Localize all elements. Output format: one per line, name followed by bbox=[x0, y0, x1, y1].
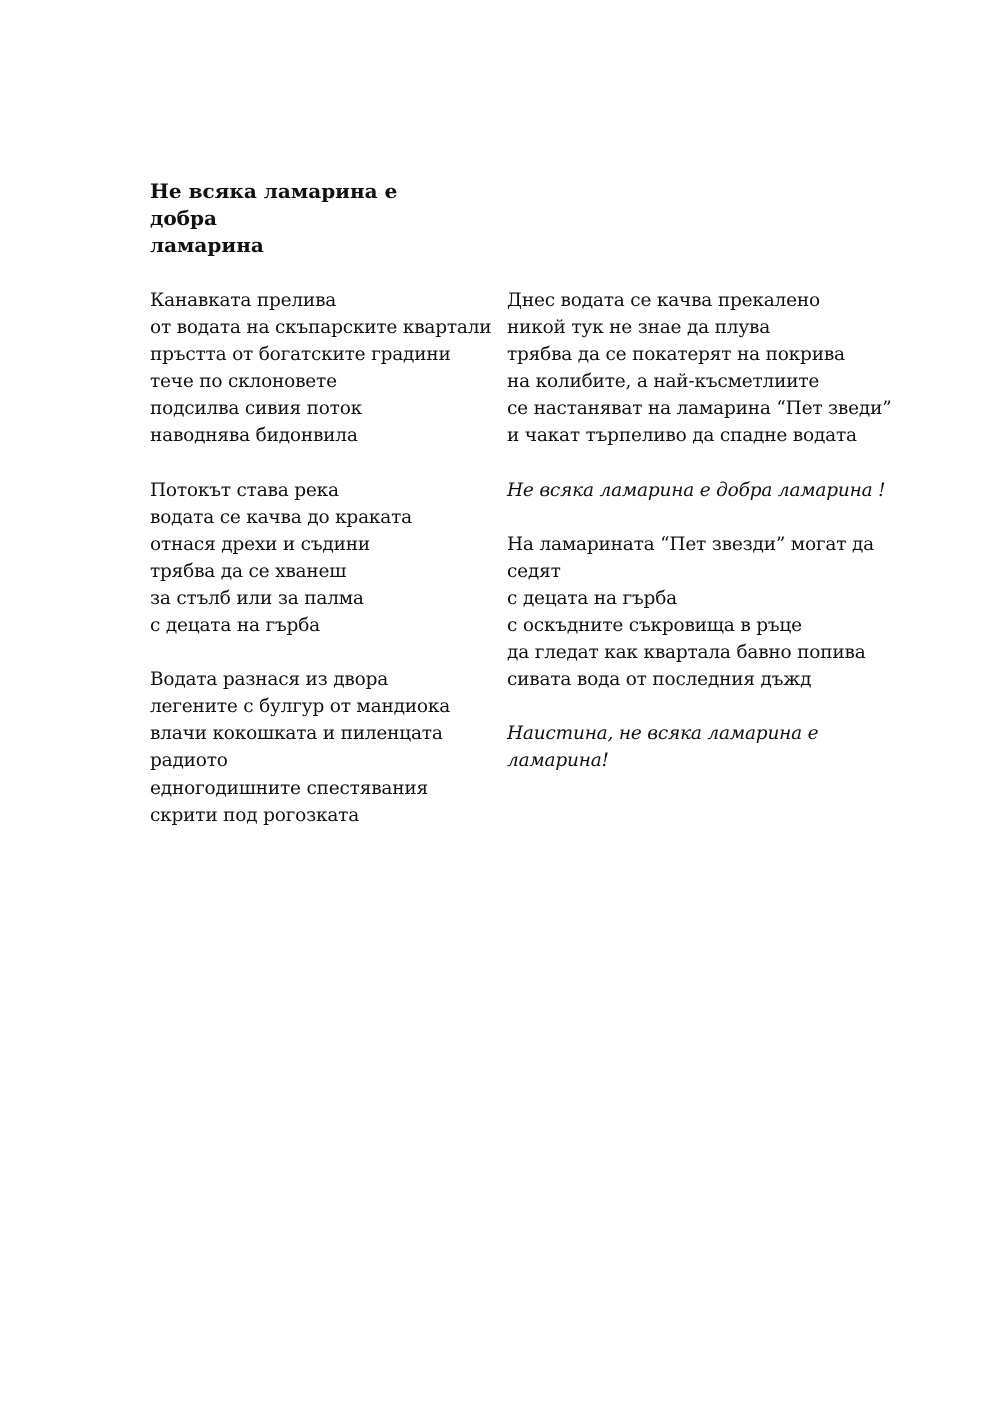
poem-line: да гледат как квартала бавно попива bbox=[507, 642, 866, 664]
right-column bbox=[507, 287, 892, 801]
poem-line: радиото bbox=[150, 750, 228, 772]
poem-line: се настаняват на ламарина “Пет зведи” bbox=[507, 398, 892, 420]
poem-line: с децата на гърба bbox=[150, 615, 320, 637]
poem-line: водата се качва до краката bbox=[150, 506, 412, 528]
poem-line: Не всяка ламарина е добра ламарина ! bbox=[507, 479, 886, 501]
poem-line: На ламарината “Пет звезди” могат да bbox=[507, 533, 874, 555]
poem-line: едногодишните спестявания bbox=[150, 777, 428, 799]
stanza bbox=[150, 477, 495, 640]
poem-line: влачи кокошката и пиленцата bbox=[150, 723, 443, 745]
poem-line: Потокът става река bbox=[150, 479, 339, 501]
poem-line: Наистина, не всяка ламарина е bbox=[507, 723, 819, 745]
poem-line: седят bbox=[507, 560, 561, 582]
poem-line: Днес водата се качва прекалено bbox=[507, 290, 820, 311]
poem-line: скрити под рогозката bbox=[150, 804, 360, 826]
poem-title bbox=[150, 178, 470, 259]
stanza bbox=[507, 531, 877, 694]
poem-line: ламарина! bbox=[507, 750, 609, 772]
poem-line: с оскъдните съкровища в ръце bbox=[507, 614, 802, 636]
poem-title-line: ламарина bbox=[150, 233, 264, 257]
poem-line: легените с булгур от мандиока bbox=[150, 696, 451, 718]
poem-line: от водата на скъпарските квартали bbox=[150, 317, 492, 339]
poem-line: Водата разнася из двора bbox=[150, 669, 389, 691]
poem-line: с децата на гърба bbox=[507, 587, 677, 609]
poem-line: наводнява бидонвила bbox=[150, 425, 358, 447]
poem-line: отнася дрехи и съдини bbox=[150, 533, 370, 555]
poem-line: Канавката прелива bbox=[150, 290, 337, 311]
stanza bbox=[507, 477, 886, 504]
stanza bbox=[150, 287, 495, 450]
left-column bbox=[150, 287, 495, 856]
poem-line: на колибите, а най-късметлиите bbox=[507, 371, 820, 393]
stanza bbox=[507, 287, 892, 450]
poem-line: трябва да се покатерят на покрива bbox=[507, 344, 845, 366]
stanza bbox=[150, 666, 495, 829]
poem-line: и чакат търпеливо да спадне водата bbox=[507, 425, 857, 447]
poem-line: тече по склоновете bbox=[150, 371, 337, 393]
poem-line: сивата вода от последния дъжд bbox=[507, 669, 812, 691]
poem-line: пръстта от богатските градини bbox=[150, 344, 451, 366]
poem-line: подсилва сивия поток bbox=[150, 398, 363, 420]
stanza bbox=[507, 720, 877, 774]
poem-line: трябва да се хванеш bbox=[150, 560, 347, 582]
poem-line: за стълб или за палма bbox=[150, 587, 364, 609]
poem-title-line: Не всяка ламарина е добра bbox=[150, 179, 398, 230]
poem-line: никой тук не знае да плува bbox=[507, 317, 771, 339]
